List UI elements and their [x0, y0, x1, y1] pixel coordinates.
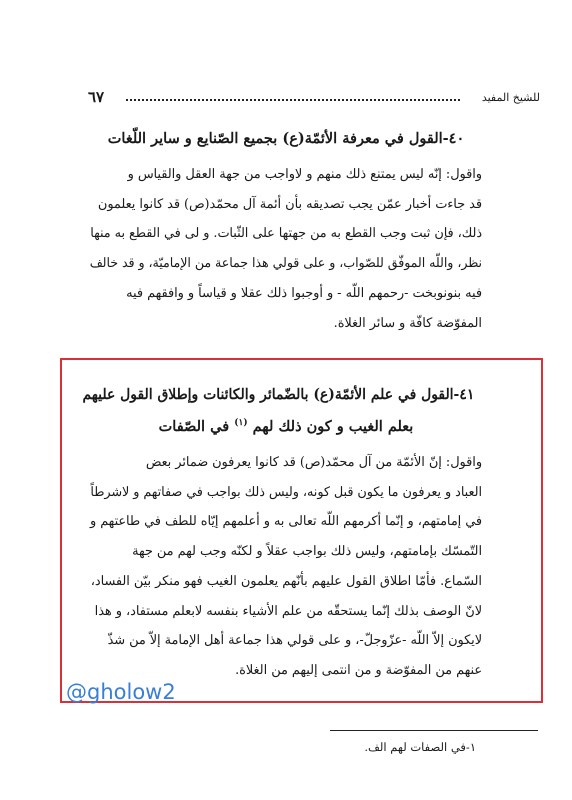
section-40-line: فيه بنونوبخت -رحمهم اللّه - و أوجبوا ذلك عقلا و قياساً و وافقهم فيه [126, 285, 482, 301]
footnote-reference: (١) [234, 418, 248, 429]
section-41-line: السّماع. فأمّا اطلاق القول عليهم بأنّهم يعلمون الغيب فهو منكر بيّن الفساد، [90, 573, 482, 589]
section-41-line: لانّ الوصف بذلك إنّما يستحقّه من علم الأشياء بنفسه لابعلم مستفاد، و هذا [94, 603, 482, 619]
section-41-heading-end: في الصّفات [158, 418, 230, 435]
book-title: للشيخ المفيد [481, 91, 540, 104]
watermark-handle: @gholow2 [66, 680, 176, 704]
footnote-rule [330, 730, 538, 731]
section-41-line: العباد و يعرفون ما يكون قبل كونه، وليس ذلك بواجب في صفاتهم و لاشرطاً [90, 484, 483, 500]
section-40-line: ذلك، فإن ثبت وجب القطع به من جهتها على الثّبات. و لى في القطع به منها [90, 226, 482, 242]
dot-leader [126, 99, 460, 101]
section-41-line: التّمسّك بإمامتهم، وليس ذلك بواجب عقلاً و لكنّه وجب لهم من جهة [132, 544, 482, 560]
section-41-line: في إمامتهم، و إنّما أكرمهم اللّه تعالى به و أعلمهم إيّاه للطف في طاعتهم و [89, 514, 482, 530]
section-41-heading-line1: ٤١-القول في علم الأئمّة(ع) بالضّمائر والكائنات وإطلاق القول عليهم [82, 386, 475, 403]
section-40-line: نظر، واللّه الموفّق للصّواب، و على قولي هذا جماعة من الإماميّة، و قد خالف [89, 256, 482, 272]
running-header [88, 88, 540, 110]
section-40-line: قد جاءت أخبار عمّن يجب تصديقه بأن أئمة آل محمّد(ص) قد كانوا يعلمون [97, 196, 482, 212]
section-40-line: المفوّضة كافّة و سائر الغلاة. [333, 315, 482, 331]
section-41-line: واقول: إنّ الأئمّة من آل محمّد(ص) قد كانوا يعرفون ضمائر بعض [145, 455, 482, 470]
page-number: ٦٧ [88, 88, 105, 106]
section-41-body [90, 448, 482, 686]
section-41-line: لايكون إلاّ اللّه -عزّوجلّ-، و على قولي هذا جماعة أهل الإمامة إلاّ من شذّ [107, 633, 482, 649]
footnote: ١-في الصفات لهم الف. [364, 740, 476, 754]
section-41-heading-line2 [90, 418, 482, 435]
section-40-body [90, 160, 482, 338]
section-41-heading-main: بعلم الغيب و كون ذلك لهم [252, 418, 414, 435]
section-40-line: واقول: إنّه ليس يمتنع ذلك منهم و لاواجب من جهة العقل والقياس و [127, 167, 482, 182]
section-41-line: عنهم من المفوّضة و من انتمى إليهم من الغلاة. [235, 662, 482, 678]
section-40-heading: ٤٠-القول في معرفة الأئمّة(ع) بجميع الصّنايع و ساير اللّغات [107, 130, 465, 147]
